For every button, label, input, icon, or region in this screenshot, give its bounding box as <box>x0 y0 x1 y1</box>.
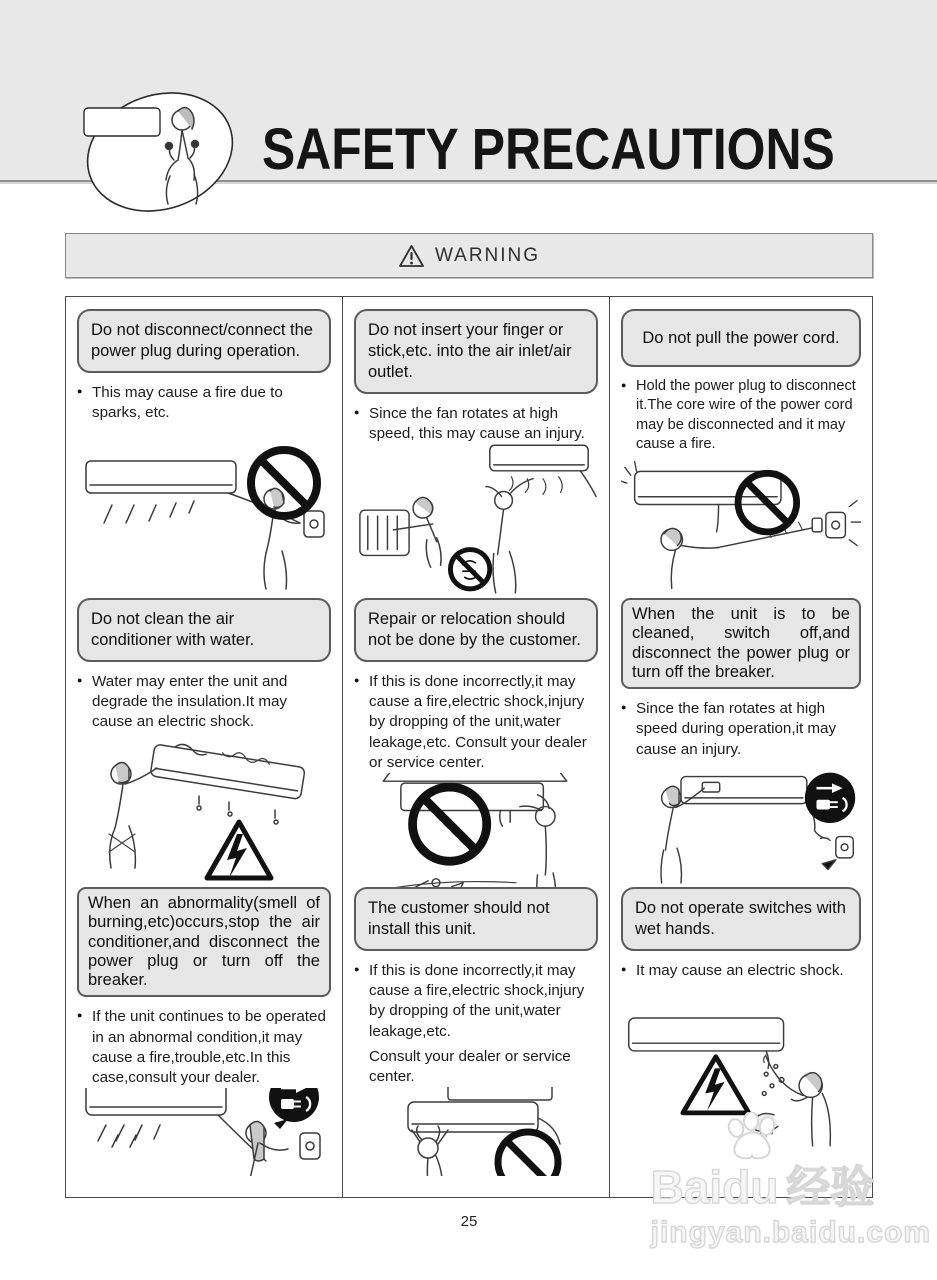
warning-banner <box>65 233 873 278</box>
ac-unit-icon <box>84 108 160 136</box>
warning-triangle-icon <box>398 244 425 268</box>
warning-card-heading: Do not disconnect/connect the power plug during operation. <box>77 309 331 373</box>
no-finger-or-stick-illustration <box>354 444 598 598</box>
prohibition-icon <box>251 450 317 516</box>
warnings-column-3 <box>610 297 872 1197</box>
warning-bullet: ● This may cause a fire due to sparks, etc. <box>77 383 331 423</box>
no-customer-repair-illustration <box>354 773 598 887</box>
warnings-column-1 <box>66 297 342 1197</box>
electric-shock-triangle-icon <box>683 1056 749 1112</box>
no-plug-disconnect-during-operation-illustration <box>77 423 331 598</box>
warning-bullet: ● It may cause an electric shock. <box>621 961 861 981</box>
warning-card <box>354 309 598 598</box>
unplug-plug-icon <box>805 773 855 823</box>
warning-bullet: ● Since the fan rotates at high speed, this may cause an injury. <box>354 404 598 444</box>
warning-bullet: ● Water may enter the unit and degrade the insulation.It may cause an electric shock. <box>77 672 331 733</box>
no-wet-hands-illustration <box>621 981 861 1176</box>
page-number: 25 <box>460 1213 478 1230</box>
warning-card <box>77 598 331 887</box>
baidu-watermark-url: jingyan.baidu.com <box>650 1216 931 1249</box>
warning-card-heading: Do not operate switches with wet hands. <box>621 887 861 951</box>
prohibition-icon <box>413 787 487 861</box>
warning-card <box>621 598 861 887</box>
warning-card-heading: Do not pull the power cord. <box>621 309 861 367</box>
warning-card <box>354 598 598 887</box>
warning-bullet: ● If this is done incorrectly,it may cause a fire,electric shock,injury by dropping of the unit,water leakage,etc. Consult your dealer or service center. <box>354 672 598 773</box>
electric-shock-triangle-icon <box>207 822 271 878</box>
no-customer-install-illustration <box>354 1087 598 1176</box>
header-illustration <box>78 84 248 231</box>
warning-bullet: ● If this is done incorrectly,it may cause a fire,electric shock,injury by dropping of the unit,water leakage,etc. <box>354 961 598 1042</box>
warning-card <box>354 887 598 1176</box>
warning-card <box>621 309 861 598</box>
warning-card <box>621 887 861 1176</box>
warnings-grid <box>65 296 873 1198</box>
warning-bullet: ● Since the fan rotates at high speed during operation,it may cause an injury. <box>621 699 861 760</box>
warning-bullet: ● Hold the power plug to disconnect it.The core wire of the power cord may be disconnected and it may cause a fire. <box>621 377 861 455</box>
prohibition-icon <box>498 1132 558 1176</box>
warning-card-heading: Do not insert your finger or stick,etc. into the air inlet/air outlet. <box>354 309 598 394</box>
no-pull-cord-illustration <box>621 455 861 598</box>
prohibition-icon <box>738 474 797 533</box>
warning-card-heading: Repair or relocation should not be done by the customer. <box>354 598 598 662</box>
warning-bullet: ● If the unit continues to be operated in an abnormal condition,it may cause a fire,trouble,etc.In this case,consult your dealer. <box>77 1007 331 1088</box>
warning-card-heading: Do not clean the air conditioner with water. <box>77 598 331 662</box>
warning-card-heading: When the unit is to be cleaned, switch off,and disconnect the power plug or turn off the breaker. <box>621 598 861 689</box>
no-water-cleaning-illustration <box>77 733 331 887</box>
disconnect-on-abnormality-illustration <box>77 1088 331 1176</box>
unplug-before-cleaning-illustration <box>621 760 861 887</box>
page-title: SAFETY PRECAUTIONS <box>262 117 835 182</box>
unplug-plug-icon <box>269 1088 319 1129</box>
warning-note: Consult your dealer or service center. <box>369 1047 571 1085</box>
warning-card <box>77 309 331 598</box>
warning-card-heading: When an abnormality(smell of burning,etc)occurs,stop the air conditioner,and disconnect the power plug or turn off the breaker. <box>77 887 331 997</box>
warning-card-heading: The customer should not install this unit. <box>354 887 598 951</box>
prohibition-icon <box>450 550 489 589</box>
warnings-column-2 <box>342 297 610 1197</box>
warning-card <box>77 887 331 1176</box>
warning-banner-label: WARNING <box>434 244 541 266</box>
baidu-watermark-logo: Bai du 经验 <box>651 1142 931 1210</box>
